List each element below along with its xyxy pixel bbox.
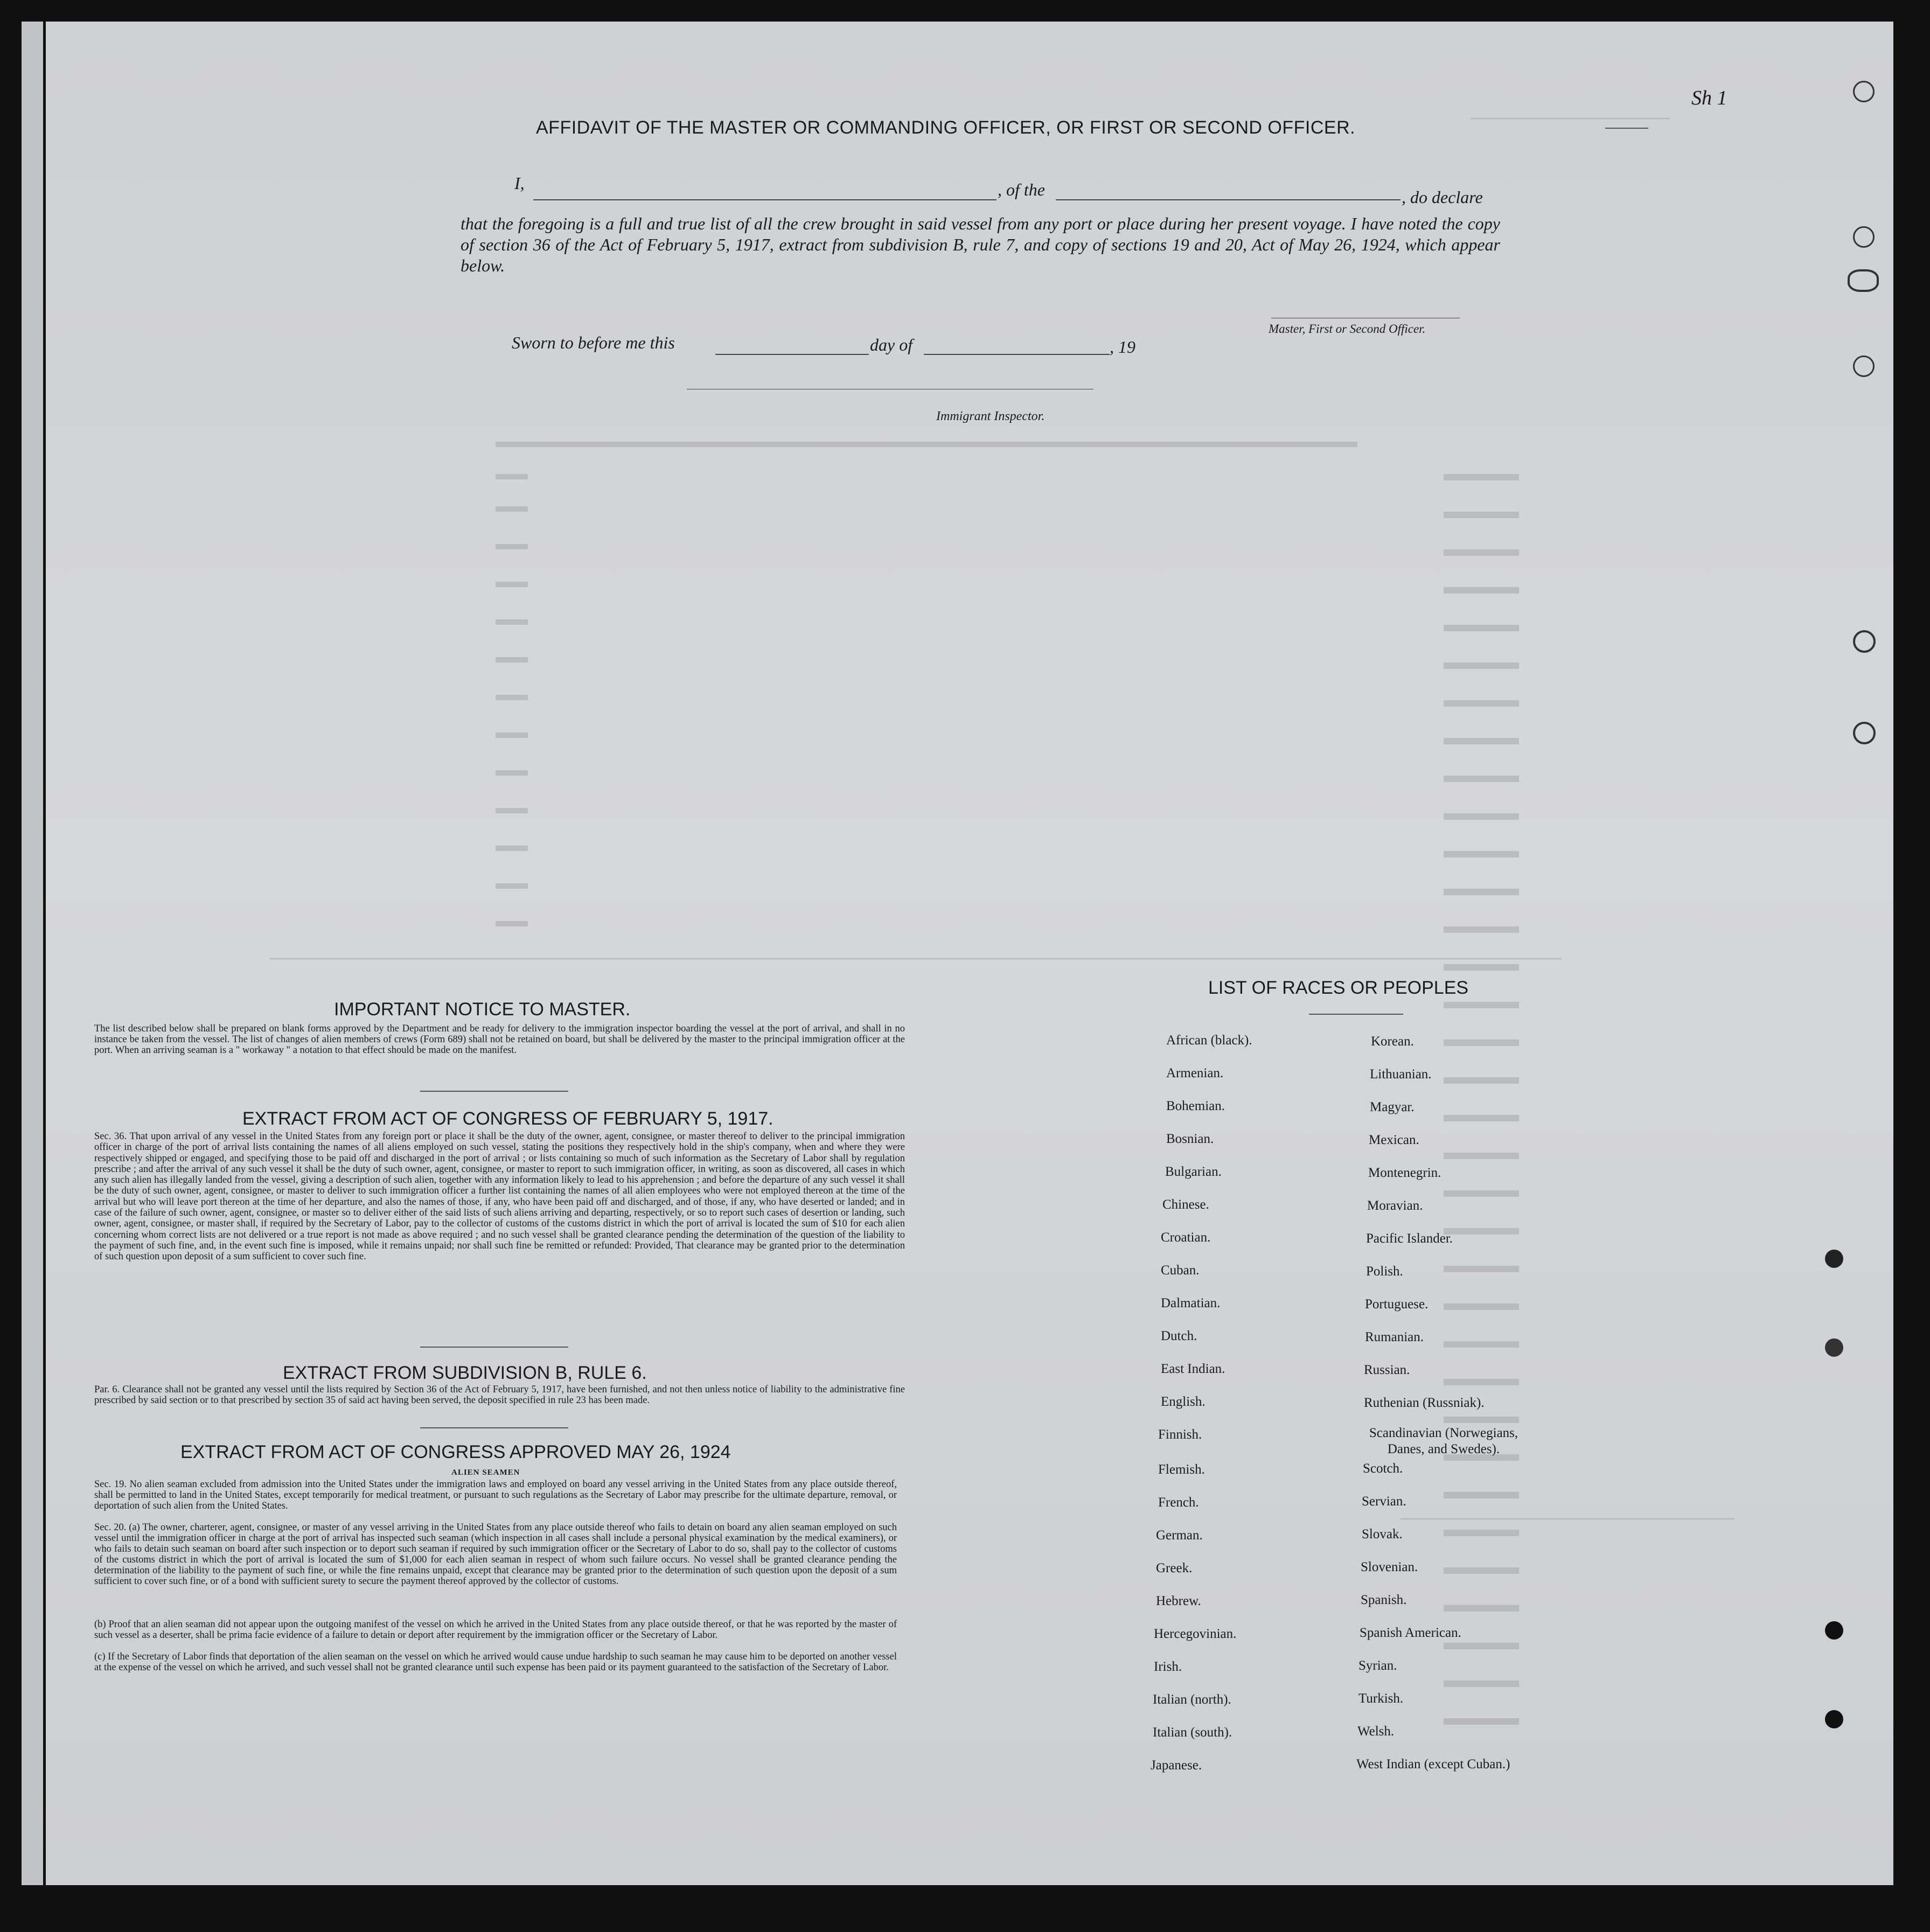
race-entry: Montenegrin. — [1368, 1166, 1441, 1180]
section-rule — [420, 1091, 568, 1092]
extract-rule6-title: EXTRACT FROM SUBDIVISION B, RULE 6. — [283, 1363, 647, 1383]
race-entry: Magyar. — [1370, 1100, 1415, 1114]
binding-hole — [1853, 81, 1875, 102]
year-label: , 19 — [1110, 337, 1135, 357]
race-entry: Hebrew. — [1156, 1594, 1201, 1608]
inspector-caption: Immigrant Inspector. — [936, 409, 1045, 423]
race-entry: Rumanian. — [1365, 1330, 1424, 1344]
extract-1917-title: EXTRACT FROM ACT OF CONGRESS OF FEBRUARY 5, 1917. — [242, 1108, 774, 1129]
sworn-day-line[interactable] — [715, 354, 869, 355]
extract-1924-sec20b: (b) Proof that an alien seaman did not appear upon the outgoing manifest of the vessel on which he arrived in the United States from any place outside thereof, or that he was reported by the master of such vessel as a deserter, shall be prima facie evidence of a failure to detain or deport after requirement by the immigration officer or the Secretary of Labor. — [94, 1619, 897, 1641]
sworn-month-line[interactable] — [924, 354, 1110, 355]
binding-hole — [1848, 269, 1879, 292]
race-entry: Italian (north). — [1153, 1692, 1231, 1707]
race-entry: Pacific Islander. — [1366, 1231, 1453, 1246]
binding-hole — [1853, 722, 1876, 744]
race-entry: Croatian. — [1161, 1230, 1211, 1245]
race-entry: East Indian. — [1161, 1362, 1225, 1376]
vessel-name-line[interactable] — [1056, 199, 1401, 200]
declarant-label: I, — [514, 173, 525, 193]
race-entry: Slovak. — [1362, 1527, 1403, 1542]
extract-1924-sec20a: Sec. 20. (a) The owner, charterer, agent, consignee, or master of any vessel arriving in the United States from any place outside thereof who fails to detain on board any alien seaman employed on such vessel until the immigration officer in charge at the port of arrival has inspected such seaman (which inspection in all cases shall include a personal physical examination by the medical examiners), or who fails to detain such seaman on board after such inspection or to deport such seaman if required by such immigration officer or the Secretary of Labor to do so, shall pay to the collector of customs of the customs district in which the port of arrival is located the sum of $1,000 for each alien seaman in respect of whom such failure occurs. No vessel shall be granted clearance pending the determination of the liability to the payment of such fine, or while the fine remains unpaid, except that clearance may be granted prior to the determination of such question upon the deposit of a sum sufficient to cover such fine, or of a bond with sufficient surety to secure the payment thereof approved by the collector of customs. — [94, 1522, 897, 1587]
races-rule — [1309, 1014, 1403, 1015]
race-entry: Spanish American. — [1360, 1626, 1461, 1640]
notice-title: IMPORTANT NOTICE TO MASTER. — [334, 999, 631, 1020]
race-entry: English. — [1161, 1394, 1206, 1409]
master-signature-caption: Master, First or Second Officer. — [1269, 322, 1426, 336]
binding-hole — [1853, 630, 1876, 653]
race-entry: Portuguese. — [1365, 1297, 1429, 1312]
binding-hole — [1853, 355, 1875, 377]
extract-rule6-body: Par. 6. Clearance shall not be granted any vessel until the lists required by Section 36 of the Act of February 5, 1917, have been furnished, and not then unless notice of liability to the administrative fine prescribed by said section or to that prescribed by section 35 of said act having been served, the deposit specified in rule 23 has been made. — [94, 1384, 905, 1406]
binding-hole — [1825, 1621, 1843, 1640]
race-entry: West Indian (except Cuban.) — [1356, 1757, 1510, 1771]
alien-seamen-subtitle: ALIEN SEAMEN — [451, 1468, 520, 1477]
race-entry: Bosnian. — [1166, 1132, 1214, 1146]
race-entry: Flemish. — [1158, 1462, 1205, 1477]
race-entry: Cuban. — [1161, 1263, 1200, 1278]
binding-hole — [1853, 226, 1875, 248]
race-entry: Bulgarian. — [1165, 1164, 1222, 1179]
race-entry: Polish. — [1366, 1264, 1403, 1279]
race-entry: German. — [1156, 1528, 1203, 1543]
extract-1917-body: Sec. 36. That upon arrival of any vessel in the United States from any foreign port or place it shall be the duty of the owner, agent, consignee, or master thereof to deliver to the principal immigration officer in charge of the port of arrival lists containing the names of all aliens employed on such vessel, stating the positions they respectively hold in the ship's company, when and where they were respectively shipped or engaged, and specifying those to be paid off and discharged in the port of arrival ; or lists containing so much of such information as the Secretary of Labor shall by regulation prescribe ; and after the arrival of any such vessel it shall be the duty of such owner, agent, consignee, or master to report to such immigration officer, in writing, as soon as discovered, all cases in which any such alien has illegally landed from the vessel, giving a description of such alien, together with any information likely to lead to his apprehension ; and before the departure of any such vessel it shall be the duty of such owner, agent, consignee, or master to deliver to such immigration officer a further list containing the names of all alien employees who were not employed thereon at the time of the arrival but who will leave port thereon at the time of her departure, and also the names of those, if any, who have been paid off and discharged, and of those, if any, who have deserted or landed; and in case of the failure of such owner, agent, consignee, or master so to deliver either of the said lists of such aliens arriving and departing, respectively, or so to report such cases of desertion or landing, such owner, agent, consignee, or master shall, if required by the Secretary of Labor, pay to the collector of customs of the customs district in which the port of arrival is located the sum of $10 for each alien concerning whom correct lists are not delivered or a true report is not made as above required ; and no such vessel shall be granted clearance pending the determination of the question of the liability to the payment of such fine, and, in the event such fine is imposed, while it remains unpaid; nor shall such fine be remitted or refunded: Provided, That clearance may be granted prior to the determination of such question upon deposit of a sum sufficient to cover such fine. — [94, 1131, 905, 1263]
race-entry: Korean. — [1371, 1034, 1414, 1049]
race-entry: French. — [1158, 1495, 1199, 1510]
race-entry: Syrian. — [1358, 1658, 1397, 1673]
race-entry: Servian. — [1362, 1494, 1406, 1509]
race-entry: Greek. — [1156, 1561, 1193, 1575]
binding-hole — [1825, 1710, 1843, 1728]
extract-1924-sec20c: (c) If the Secretary of Labor finds that deportation of the alien seaman on the vessel on which he arrived would cause undue hardship to such seaman he may cause him to be deported on another vessel at the expense of the vessel on which he arrived, and such vessel shall not be granted clearance until such expense has been paid or its payment guaranteed to the satisfaction of the Secretary of Labor. — [94, 1651, 897, 1673]
race-entry: Scotch. — [1363, 1461, 1403, 1476]
section-rule — [420, 1427, 568, 1428]
race-entry: Russian. — [1364, 1363, 1410, 1377]
race-entry: Welsh. — [1357, 1724, 1395, 1739]
binding-hole — [1825, 1250, 1843, 1268]
race-entry: Scandinavian (Norwegians, Danes, and Swedes). — [1369, 1426, 1518, 1456]
do-declare-label: , do declare — [1402, 187, 1483, 207]
race-entry: Dalmatian. — [1161, 1296, 1221, 1310]
sworn-label: Sworn to before me this — [512, 333, 675, 352]
race-entry: Italian (south). — [1153, 1725, 1232, 1740]
day-of-label: day of — [870, 335, 913, 354]
binding-hole — [1825, 1338, 1843, 1357]
race-entry: Mexican. — [1369, 1133, 1419, 1147]
races-left-column — [1153, 1033, 1347, 1791]
notice-body: The list described below shall be prepared on blank forms approved by the Department and be ready for delivery to the immigration inspector boarding the vessel at the port of arrival, and shall in no instance be taken from the vessel. The list of changes of alien members of crews (Form 689) shall not be retained on board, but shall be delivered by the master to the principal immigration officer at the port. When an arriving seaman is a " workaway " a notation to that effect should be made on the manifest. — [94, 1023, 905, 1056]
affidavit-title: AFFIDAVIT OF THE MASTER OR COMMANDING OFFICER, OR FIRST OR SECOND OFFICER. — [536, 117, 1356, 138]
race-entry: Armenian. — [1166, 1066, 1224, 1080]
race-entry: Bohemian. — [1166, 1099, 1225, 1113]
race-entry: Japanese. — [1151, 1758, 1202, 1773]
extract-1924-sec19: Sec. 19. No alien seaman excluded from admission into the United States under the immigration laws and employed on board any vessel arriving in the United States from any place outside thereof, shall be permitted to land in the United States, except temporarily for medical treatment, or pursuant to such regulations as the Secretary of Labor may prescribe for the ultimate departure, removal, or deportation of such alien from the United States. — [94, 1479, 897, 1511]
races-title: LIST OF RACES OR PEOPLES — [1208, 978, 1469, 998]
affidavit-body: that the foregoing is a full and true list of all the crew brought in said vessel from any port or place during her present voyage. I have noted the copy of section 36 of the Act of February 5, 1917, extract from subdivision B, rule 7, and copy of sections 19 and 20, Act of May 26, 1924, which appear below. — [461, 214, 1500, 275]
section-rule — [420, 1347, 568, 1348]
extract-1924-title: EXTRACT FROM ACT OF CONGRESS APPROVED MAY 26, 1924 — [180, 1442, 731, 1462]
sheet-number-mark: Sh 1 — [1691, 87, 1727, 109]
race-entry: Ruthenian (Russniak). — [1364, 1396, 1485, 1410]
race-entry: Slovenian. — [1361, 1560, 1418, 1574]
sheet-edge — [22, 22, 43, 1885]
race-entry: Turkish. — [1358, 1691, 1404, 1706]
race-entry: Spanish. — [1361, 1593, 1407, 1607]
races-right-column — [1352, 1034, 1578, 1790]
race-entry: African (black). — [1166, 1033, 1252, 1048]
race-entry: Chinese. — [1162, 1197, 1209, 1212]
race-entry: Dutch. — [1161, 1329, 1197, 1343]
title-rule — [1605, 128, 1648, 129]
race-entry: Finnish. — [1158, 1427, 1202, 1442]
race-entry: Hercegovinian. — [1154, 1627, 1237, 1641]
of-the-label: , of the — [998, 180, 1045, 199]
race-entry: Moravian. — [1367, 1198, 1423, 1213]
declarant-name-line[interactable] — [533, 199, 997, 200]
race-entry: Lithuanian. — [1370, 1067, 1432, 1082]
race-entry: Irish. — [1154, 1659, 1182, 1674]
